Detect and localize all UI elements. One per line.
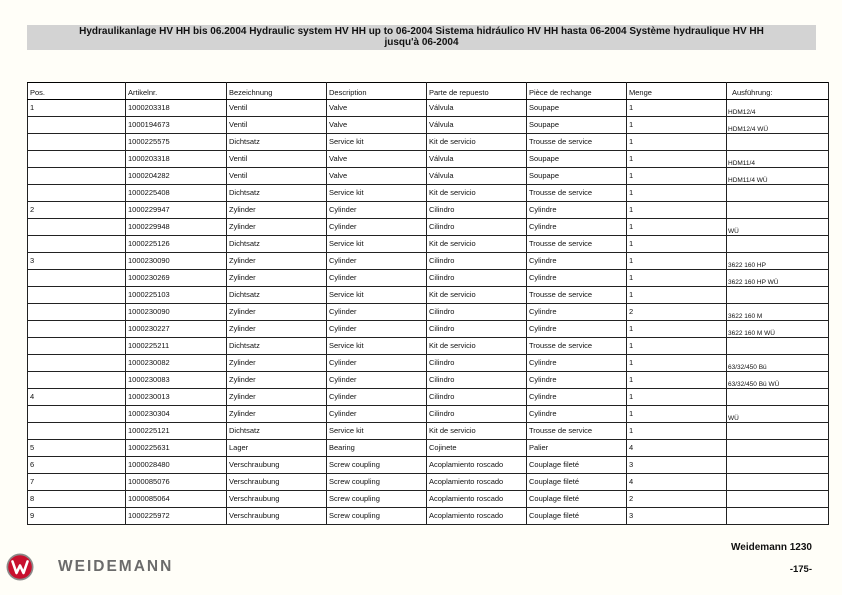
cell-article-number: 1000225103 (126, 287, 227, 304)
table-row (28, 151, 829, 168)
cell-article-number: 1000225631 (126, 440, 227, 457)
cell-quantity: 1 (627, 406, 727, 423)
cell-quantity: 1 (627, 134, 727, 151)
cell-article-number: 1000225211 (126, 338, 227, 355)
cell-designation-de: Zylinder (227, 304, 327, 321)
cell-article-number: 1000230090 (126, 253, 227, 270)
cell-article-number: 1000230013 (126, 389, 227, 406)
cell-part-name-es: Cilindro (427, 321, 527, 338)
page-number: -175- (789, 564, 812, 575)
table-row (28, 219, 829, 236)
cell-part-name-es: Válvula (427, 117, 527, 134)
cell-part-name-fr: Soupape (527, 100, 627, 117)
cell-part-name-fr: Cylindre (527, 219, 627, 236)
cell-designation-de: Zylinder (227, 270, 327, 287)
cell-description-en: Cylinder (327, 321, 427, 338)
cell-description-en: Screw coupling (327, 508, 427, 525)
cell-part-name-fr: Trousse de service (527, 287, 627, 304)
cell-description-en: Cylinder (327, 202, 427, 219)
table-row (28, 491, 829, 508)
cell-article-number: 1000203318 (126, 100, 227, 117)
cell-article-number: 1000225972 (126, 508, 227, 525)
cell-designation-de: Dichtsatz (227, 423, 327, 440)
cell-part-name-fr: Cylindre (527, 372, 627, 389)
cell-quantity: 1 (627, 100, 727, 117)
cell-pos: 1 (28, 100, 126, 117)
table-header-row (28, 83, 829, 100)
table-row (28, 372, 829, 389)
cell-part-name-es: Acoplamiento roscado (427, 508, 527, 525)
cell-part-name-es: Cilindro (427, 355, 527, 372)
cell-designation-de: Zylinder (227, 219, 327, 236)
cell-pos (28, 219, 126, 236)
cell-description-en: Service kit (327, 338, 427, 355)
cell-version (727, 440, 829, 457)
cell-designation-de: Zylinder (227, 202, 327, 219)
table-row (28, 270, 829, 287)
cell-pos (28, 270, 126, 287)
cell-pos: 5 (28, 440, 126, 457)
cell-part-name-fr: Cylindre (527, 406, 627, 423)
cell-pos (28, 423, 126, 440)
cell-part-name-fr: Soupape (527, 117, 627, 134)
cell-quantity: 2 (627, 304, 727, 321)
cell-version (727, 134, 829, 151)
cell-part-name-fr: Cylindre (527, 355, 627, 372)
cell-article-number: 1000225126 (126, 236, 227, 253)
cell-version (727, 236, 829, 253)
cell-description-en: Valve (327, 168, 427, 185)
cell-article-number: 1000230227 (126, 321, 227, 338)
cell-part-name-es: Cilindro (427, 219, 527, 236)
cell-pos: 6 (28, 457, 126, 474)
cell-part-name-fr: Couplage fileté (527, 491, 627, 508)
cell-part-name-fr: Trousse de service (527, 185, 627, 202)
cell-pos: 2 (28, 202, 126, 219)
cell-designation-de: Zylinder (227, 253, 327, 270)
cell-quantity: 1 (627, 151, 727, 168)
cell-quantity: 3 (627, 457, 727, 474)
parts-table (27, 82, 829, 525)
cell-designation-de: Zylinder (227, 406, 327, 423)
cell-part-name-es: Kit de servicio (427, 423, 527, 440)
cell-quantity: 1 (627, 202, 727, 219)
cell-version: 63/32/450 Bü WÜ (727, 372, 829, 389)
cell-quantity: 1 (627, 219, 727, 236)
table-row (28, 253, 829, 270)
cell-version: WÜ (727, 219, 829, 236)
cell-designation-de: Ventil (227, 168, 327, 185)
cell-version (727, 457, 829, 474)
cell-article-number: 1000203318 (126, 151, 227, 168)
cell-pos: 7 (28, 474, 126, 491)
cell-description-en: Valve (327, 151, 427, 168)
cell-part-name-fr: Cylindre (527, 202, 627, 219)
cell-pos (28, 406, 126, 423)
cell-version: HDM12/4 WÜ (727, 117, 829, 134)
cell-description-en: Cylinder (327, 389, 427, 406)
cell-designation-de: Dichtsatz (227, 185, 327, 202)
cell-quantity: 1 (627, 168, 727, 185)
cell-designation-de: Ventil (227, 151, 327, 168)
cell-description-en: Valve (327, 100, 427, 117)
cell-pos (28, 236, 126, 253)
cell-quantity: 1 (627, 117, 727, 134)
cell-part-name-es: Kit de servicio (427, 236, 527, 253)
cell-article-number: 1000230304 (126, 406, 227, 423)
cell-part-name-fr: Trousse de service (527, 236, 627, 253)
cell-description-en: Cylinder (327, 304, 427, 321)
header-part-name-fr: Pièce de rechange (527, 83, 627, 100)
cell-version: WÜ (727, 406, 829, 423)
cell-description-en: Screw coupling (327, 474, 427, 491)
cell-designation-de: Verschraubung (227, 508, 327, 525)
cell-article-number: 1000194673 (126, 117, 227, 134)
cell-description-en: Service kit (327, 134, 427, 151)
cell-article-number: 1000229947 (126, 202, 227, 219)
cell-part-name-es: Cilindro (427, 270, 527, 287)
page-title (27, 25, 816, 50)
table-row (28, 440, 829, 457)
table-row (28, 389, 829, 406)
cell-part-name-fr: Trousse de service (527, 423, 627, 440)
table-row (28, 100, 829, 117)
header-description-en: Description (327, 83, 427, 100)
cell-quantity: 3 (627, 508, 727, 525)
cell-article-number: 1000085064 (126, 491, 227, 508)
machine-model: Weidemann 1230 (731, 542, 812, 553)
cell-designation-de: Ventil (227, 117, 327, 134)
cell-part-name-fr: Cylindre (527, 253, 627, 270)
cell-quantity: 1 (627, 372, 727, 389)
cell-quantity: 1 (627, 423, 727, 440)
cell-designation-de: Ventil (227, 100, 327, 117)
cell-article-number: 1000230083 (126, 372, 227, 389)
cell-part-name-es: Kit de servicio (427, 185, 527, 202)
cell-part-name-es: Acoplamiento roscado (427, 457, 527, 474)
cell-article-number: 1000225408 (126, 185, 227, 202)
cell-description-en: Bearing (327, 440, 427, 457)
cell-article-number: 1000230082 (126, 355, 227, 372)
cell-designation-de: Dichtsatz (227, 338, 327, 355)
cell-part-name-es: Cilindro (427, 304, 527, 321)
cell-designation-de: Dichtsatz (227, 134, 327, 151)
cell-description-en: Cylinder (327, 253, 427, 270)
cell-version (727, 508, 829, 525)
cell-part-name-es: Cilindro (427, 389, 527, 406)
cell-version (727, 338, 829, 355)
cell-part-name-es: Válvula (427, 151, 527, 168)
cell-pos: 9 (28, 508, 126, 525)
cell-description-en: Cylinder (327, 372, 427, 389)
cell-article-number: 1000085076 (126, 474, 227, 491)
table-row (28, 202, 829, 219)
table-row (28, 423, 829, 440)
cell-version (727, 474, 829, 491)
cell-part-name-fr: Palier (527, 440, 627, 457)
cell-part-name-fr: Cylindre (527, 270, 627, 287)
cell-pos (28, 372, 126, 389)
cell-article-number: 1000230269 (126, 270, 227, 287)
cell-version: 3622 160 M (727, 304, 829, 321)
cell-designation-de: Zylinder (227, 321, 327, 338)
cell-description-en: Service kit (327, 287, 427, 304)
cell-version: 3622 160 HP WÜ (727, 270, 829, 287)
cell-part-name-es: Acoplamiento roscado (427, 474, 527, 491)
cell-description-en: Screw coupling (327, 491, 427, 508)
header-article-number: Artikelnr. (126, 83, 227, 100)
cell-version: 3622 160 M WÜ (727, 321, 829, 338)
cell-version (727, 185, 829, 202)
table-row (28, 406, 829, 423)
cell-description-en: Cylinder (327, 219, 427, 236)
cell-version (727, 491, 829, 508)
header-part-name-es: Parte de repuesto (427, 83, 527, 100)
cell-quantity: 1 (627, 355, 727, 372)
cell-article-number: 1000028480 (126, 457, 227, 474)
cell-quantity: 2 (627, 491, 727, 508)
cell-pos (28, 304, 126, 321)
cell-pos (28, 185, 126, 202)
cell-pos (28, 321, 126, 338)
cell-part-name-fr: Soupape (527, 151, 627, 168)
header-version: Ausführung: (727, 83, 829, 100)
cell-article-number: 1000230090 (126, 304, 227, 321)
header-designation-de: Bezeichnung (227, 83, 327, 100)
cell-description-en: Cylinder (327, 406, 427, 423)
cell-designation-de: Dichtsatz (227, 236, 327, 253)
cell-version (727, 287, 829, 304)
table-row (28, 338, 829, 355)
table-row (28, 508, 829, 525)
cell-pos (28, 134, 126, 151)
cell-description-en: Service kit (327, 236, 427, 253)
cell-designation-de: Verschraubung (227, 457, 327, 474)
cell-part-name-es: Cojinete (427, 440, 527, 457)
cell-part-name-es: Cilindro (427, 372, 527, 389)
cell-quantity: 1 (627, 338, 727, 355)
cell-part-name-fr: Cylindre (527, 304, 627, 321)
cell-quantity: 1 (627, 270, 727, 287)
cell-quantity: 1 (627, 236, 727, 253)
page-title-line-1: Hydraulikanlage HV HH bis 06.2004 Hydraulic system HV HH up to 06-2004 Sistema hidráulico HV HH hasta 06-2004 Système hydraulique HV HH (79, 26, 764, 37)
cell-quantity: 1 (627, 287, 727, 304)
weidemann-logo-icon (6, 553, 34, 581)
cell-quantity: 1 (627, 185, 727, 202)
cell-version: HDM11/4 (727, 151, 829, 168)
cell-part-name-es: Kit de servicio (427, 134, 527, 151)
cell-part-name-es: Kit de servicio (427, 287, 527, 304)
cell-pos (28, 117, 126, 134)
cell-pos (28, 355, 126, 372)
cell-part-name-es: Válvula (427, 168, 527, 185)
cell-quantity: 1 (627, 321, 727, 338)
cell-pos (28, 168, 126, 185)
cell-part-name-es: Acoplamiento roscado (427, 491, 527, 508)
cell-description-en: Valve (327, 117, 427, 134)
cell-part-name-fr: Couplage fileté (527, 474, 627, 491)
header-quantity: Menge (627, 83, 727, 100)
cell-part-name-fr: Cylindre (527, 389, 627, 406)
cell-part-name-es: Kit de servicio (427, 338, 527, 355)
cell-part-name-fr: Couplage fileté (527, 457, 627, 474)
cell-pos: 3 (28, 253, 126, 270)
cell-designation-de: Zylinder (227, 355, 327, 372)
cell-quantity: 1 (627, 253, 727, 270)
table-row (28, 355, 829, 372)
cell-version: 63/32/450 Bü (727, 355, 829, 372)
cell-pos (28, 338, 126, 355)
table-row (28, 117, 829, 134)
cell-designation-de: Verschraubung (227, 474, 327, 491)
cell-pos (28, 151, 126, 168)
table-row (28, 457, 829, 474)
cell-version (727, 423, 829, 440)
cell-part-name-fr: Couplage fileté (527, 508, 627, 525)
cell-quantity: 1 (627, 389, 727, 406)
cell-version (727, 202, 829, 219)
cell-version: 3622 160 HP (727, 253, 829, 270)
cell-article-number: 1000229948 (126, 219, 227, 236)
cell-designation-de: Zylinder (227, 389, 327, 406)
table-row (28, 287, 829, 304)
cell-version (727, 389, 829, 406)
cell-part-name-es: Cilindro (427, 253, 527, 270)
cell-article-number: 1000225121 (126, 423, 227, 440)
cell-pos (28, 287, 126, 304)
cell-pos: 8 (28, 491, 126, 508)
table-row (28, 304, 829, 321)
cell-part-name-es: Válvula (427, 100, 527, 117)
table-row (28, 321, 829, 338)
cell-designation-de: Lager (227, 440, 327, 457)
cell-part-name-es: Cilindro (427, 406, 527, 423)
cell-part-name-fr: Soupape (527, 168, 627, 185)
cell-part-name-fr: Trousse de service (527, 338, 627, 355)
cell-designation-de: Dichtsatz (227, 287, 327, 304)
page-title-line-2: jusqu'à 06-2004 (384, 37, 459, 48)
cell-description-en: Screw coupling (327, 457, 427, 474)
cell-article-number: 1000204282 (126, 168, 227, 185)
table-row (28, 236, 829, 253)
table-row (28, 168, 829, 185)
cell-designation-de: Zylinder (227, 372, 327, 389)
cell-version: HDM11/4 WÜ (727, 168, 829, 185)
cell-description-en: Cylinder (327, 270, 427, 287)
table-row (28, 474, 829, 491)
cell-quantity: 4 (627, 440, 727, 457)
cell-part-name-fr: Cylindre (527, 321, 627, 338)
brand-wordmark: WEIDEMANN (58, 558, 174, 575)
header-pos: Pos. (28, 83, 126, 100)
cell-description-en: Cylinder (327, 355, 427, 372)
cell-version: HDM12/4 (727, 100, 829, 117)
cell-part-name-es: Cilindro (427, 202, 527, 219)
table-row (28, 134, 829, 151)
cell-part-name-fr: Trousse de service (527, 134, 627, 151)
cell-quantity: 4 (627, 474, 727, 491)
table-row (28, 185, 829, 202)
cell-description-en: Service kit (327, 185, 427, 202)
cell-article-number: 1000225575 (126, 134, 227, 151)
cell-pos: 4 (28, 389, 126, 406)
cell-description-en: Service kit (327, 423, 427, 440)
cell-designation-de: Verschraubung (227, 491, 327, 508)
